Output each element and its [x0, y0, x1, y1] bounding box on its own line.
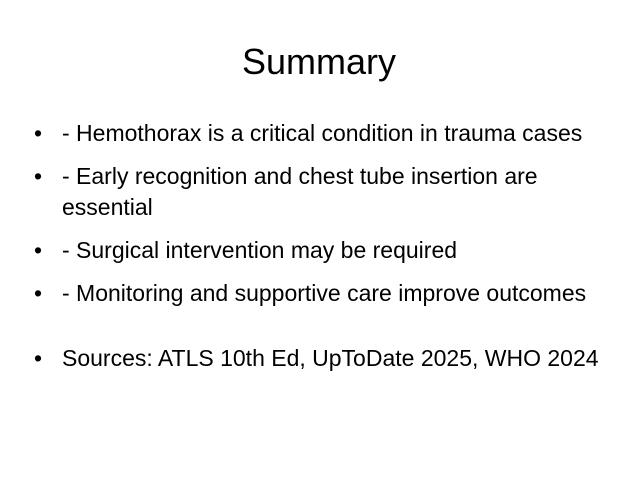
bullet-item: [34, 161, 604, 223]
bullet-item: [34, 118, 604, 149]
bullet-text: - Hemothorax is a critical condition in trauma cases: [62, 120, 583, 146]
bullet-text: - Early recognition and chest tube insertion are essential: [62, 163, 538, 220]
sources-item: [34, 343, 604, 374]
bullet-icon: •: [34, 163, 43, 189]
bullet-item: [34, 235, 604, 266]
bullet-icon: •: [34, 237, 43, 263]
bullet-icon: •: [34, 345, 43, 371]
bullet-text: - Monitoring and supportive care improve outcomes: [62, 280, 587, 306]
bullet-icon: •: [34, 280, 43, 306]
sources-text: Sources: ATLS 10th Ed, UpToDate 2025, WHO 2024: [62, 345, 599, 371]
bullet-icon: •: [34, 120, 43, 146]
bullet-text: - Surgical intervention may be required: [62, 237, 458, 263]
bullet-list: [34, 118, 604, 386]
bullet-item: [34, 278, 604, 309]
slide-title: Summary: [241, 41, 397, 82]
